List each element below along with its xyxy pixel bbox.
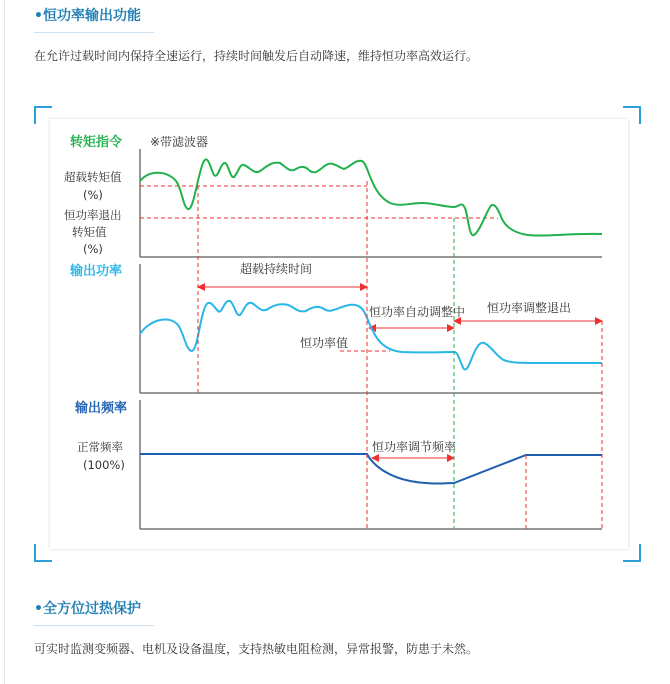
section-title-constant-power: •恒功率输出功能	[34, 8, 141, 24]
torque-curve	[140, 159, 602, 235]
section-header-constant-power	[34, 4, 154, 33]
overload-torque-unit: (%)	[83, 188, 103, 202]
torque-title: 转矩指令	[70, 135, 123, 150]
constant-power-frequency-label: 恒功率调节频率	[372, 440, 457, 454]
torque-filter-note: ※带滤波器	[150, 135, 209, 149]
constant-power-diagram	[50, 119, 628, 549]
exit-torque-label: 恒功率退出	[64, 208, 122, 222]
power-title: 输出功率	[70, 264, 123, 279]
frequency-title: 输出频率	[75, 401, 128, 416]
exit-torque-label-2: 转矩值	[72, 225, 107, 239]
section-title-overheat: •全方位过热保护	[34, 601, 141, 617]
auto-adjust-label: 恒功率自动调整中	[369, 305, 466, 319]
section-header-overheat	[34, 597, 154, 626]
frequency-curve	[140, 454, 602, 484]
section-description-constant-power: 在允许过载时间内保持全速运行，持续时间触发后自动降速，维持恒功率高效运行。	[34, 49, 479, 63]
diagram-svg	[50, 119, 628, 549]
normal-frequency-value: (100%)	[83, 458, 125, 472]
exit-torque-unit: (%)	[83, 242, 103, 256]
left-divider	[4, 0, 5, 684]
constant-power-value-label: 恒功率值	[300, 336, 349, 350]
overload-torque-label: 超载转矩值	[64, 170, 122, 184]
adjust-exit-label: 恒功率调整退出	[487, 301, 572, 315]
overload-duration-label: 超载持续时间	[240, 262, 313, 276]
figure-frame	[34, 106, 641, 562]
normal-frequency-label: 正常频率	[77, 440, 123, 454]
section-description-overheat: 可实时监测变频器、电机及设备温度，支持热敏电阻检测，异常报警，防患于未然。	[34, 642, 479, 656]
